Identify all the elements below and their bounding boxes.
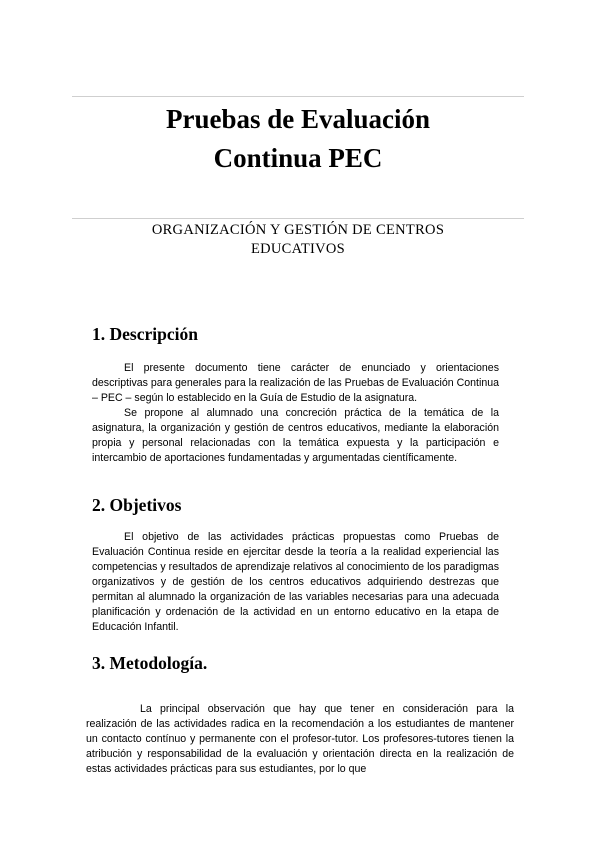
title-line-2: Continua PEC (213, 143, 383, 173)
document-title (72, 100, 524, 178)
section-heading-metodologia: 3. Metodología. (92, 653, 208, 673)
paragraph: Se propone al alumnado una concreción práctica de la temática de la asignatura, la organización y gestión de centros educativos, mediante la elaboración propia y personal relacionadas con la temática expuesta y la participación e intercambio de aportaciones fundamentadas y argumentadas científicamente. (92, 407, 499, 464)
subtitle-line-2: EDUCATIVOS (250, 241, 346, 257)
section-body-descripcion (92, 361, 499, 466)
title-divider (72, 218, 524, 219)
document-subtitle (110, 221, 486, 259)
paragraph: El objetivo de las actividades prácticas propuestas como Pruebas de Evaluación Continua reside en ejercitar desde la teoría a la realidad experiencial las competencias y resultados de aprendizaje relativos al conocimiento de los paradigmas organizativos y de gestión de los centros educativos adquiriendo destrezas que permitan al alumnado la organización de las variables necesarias para una adecuada planificación y ordenación de la actividad en un entorno educativo en la etapa de Educación Infantil. (92, 531, 499, 633)
section-heading-descripcion: 1. Descripción (92, 324, 198, 344)
title-line-1: Pruebas de Evaluación (165, 104, 431, 134)
section-body-objetivos (92, 530, 499, 635)
subtitle-line-1: ORGANIZACIÓN Y GESTIÓN DE CENTROS (151, 222, 445, 238)
section-heading-objetivos: 2. Objetivos (92, 495, 182, 515)
top-divider (72, 96, 524, 97)
paragraph: La principal observación que hay que tener en consideración para la realización de las actividades radica en la recomendación a los estudiantes de mantener un contacto contínuo y permanente con el profesor-tutor. Los profesores-tutores tienen la atribución y responsabilidad de la evaluación y orientación directa en la realización de estas actividades prácticas para sus estudiantes, por lo que (86, 703, 514, 775)
section-body-metodologia (86, 702, 514, 777)
paragraph: El presente documento tiene carácter de enunciado y orientaciones descriptivas para generales para la realización de las Pruebas de Evaluación Continua – PEC – según lo establecido en la Guía de Estudio de la asignatura. (92, 362, 499, 404)
